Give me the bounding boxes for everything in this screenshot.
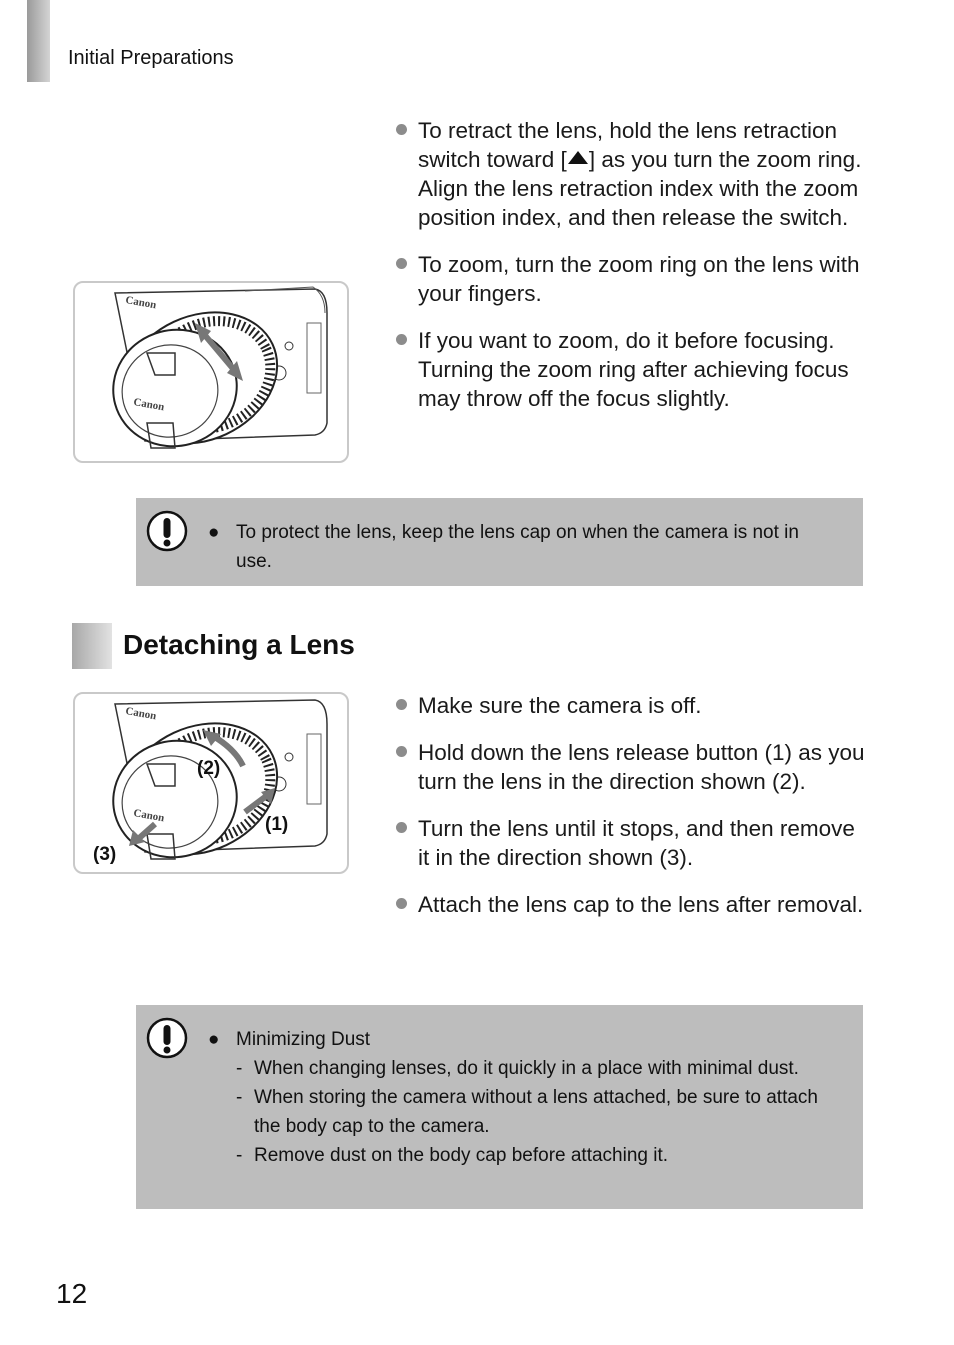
bullet: ●	[208, 522, 220, 543]
list-item	[208, 1054, 837, 1083]
page-number: 12	[56, 1278, 88, 1309]
detach-instructions	[396, 691, 866, 937]
canon-logo-cap: Canon	[132, 807, 166, 825]
canon-logo-body: Canon	[124, 294, 158, 312]
caution-box-dust	[136, 1005, 863, 1209]
bullet-dot	[396, 898, 407, 909]
camera-detach-illustration	[73, 692, 349, 874]
exclamation-icon	[146, 510, 188, 552]
canon-logo-cap: Canon	[132, 396, 166, 414]
bullet: ●	[208, 1029, 220, 1050]
caution-item-text: When changing lenses, do it quickly in a place with minimal dust.	[254, 1058, 799, 1079]
instruction-text: Make sure the camera is off.	[418, 693, 702, 718]
caution-title: Minimizing Dust	[236, 1029, 371, 1050]
instruction-text: If you want to zoom, do it before focusing. Turning the zoom ring after achieving focus may throw off the focus slightly.	[418, 328, 849, 411]
instruction-text-end: ] as you turn the zoom ring. Align the lens retraction index with the zoom position index, and then release the switch.	[418, 147, 862, 230]
instruction-text: Turn the lens until it stops, and then remove it in the direction shown (3).	[418, 816, 855, 870]
instruction-text: Attach the lens cap to the lens after removal.	[418, 892, 864, 917]
caution-item-text: Remove dust on the body cap before attaching it.	[254, 1145, 669, 1166]
section-title: Initial Preparations	[68, 47, 234, 69]
list-item	[396, 814, 866, 872]
callout-label-3: (3)	[93, 844, 117, 865]
caution-text: To protect the lens, keep the lens cap on when the camera is not in use.	[236, 522, 799, 572]
list-item	[396, 326, 866, 413]
bullet-dot	[396, 822, 407, 833]
dash-marker: -	[236, 1087, 243, 1108]
instruction-text-start: To retract the lens, hold the lens retraction switch toward [	[418, 118, 837, 172]
list-item	[396, 691, 866, 720]
caution-item-text: When storing the camera without a lens attached, be sure to attach the body cap to the camera.	[254, 1087, 818, 1137]
list-item	[396, 738, 866, 796]
bullet-dot	[396, 746, 407, 757]
bullet-dot	[396, 699, 407, 710]
camera-zoom-illustration	[73, 281, 349, 463]
list-item	[396, 116, 866, 232]
bullet-dot	[396, 258, 407, 269]
bullet-dot	[396, 124, 407, 135]
section-heading: Detaching a Lens	[123, 629, 355, 660]
list-item	[208, 1141, 837, 1170]
caution-box	[136, 498, 863, 586]
dash-marker: -	[236, 1058, 243, 1079]
triangle-up-icon	[568, 151, 588, 164]
list-item	[396, 890, 866, 919]
list-item	[396, 250, 866, 308]
callout-label-2: (2)	[197, 758, 221, 779]
list-item	[208, 1083, 837, 1141]
instruction-text: To zoom, turn the zoom ring on the lens with your fingers.	[418, 252, 860, 306]
instruction-text: Hold down the lens release button (1) as you turn the lens in the direction shown (2).	[418, 740, 865, 794]
section-tab-marker	[27, 0, 50, 82]
dash-marker: -	[236, 1145, 243, 1166]
exclamation-icon	[146, 1017, 188, 1059]
callout-label-1: (1)	[265, 814, 289, 835]
bullet-dot	[396, 334, 407, 345]
heading-marker	[72, 623, 112, 669]
zoom-instructions	[396, 116, 866, 431]
canon-logo-body: Canon	[124, 705, 158, 723]
